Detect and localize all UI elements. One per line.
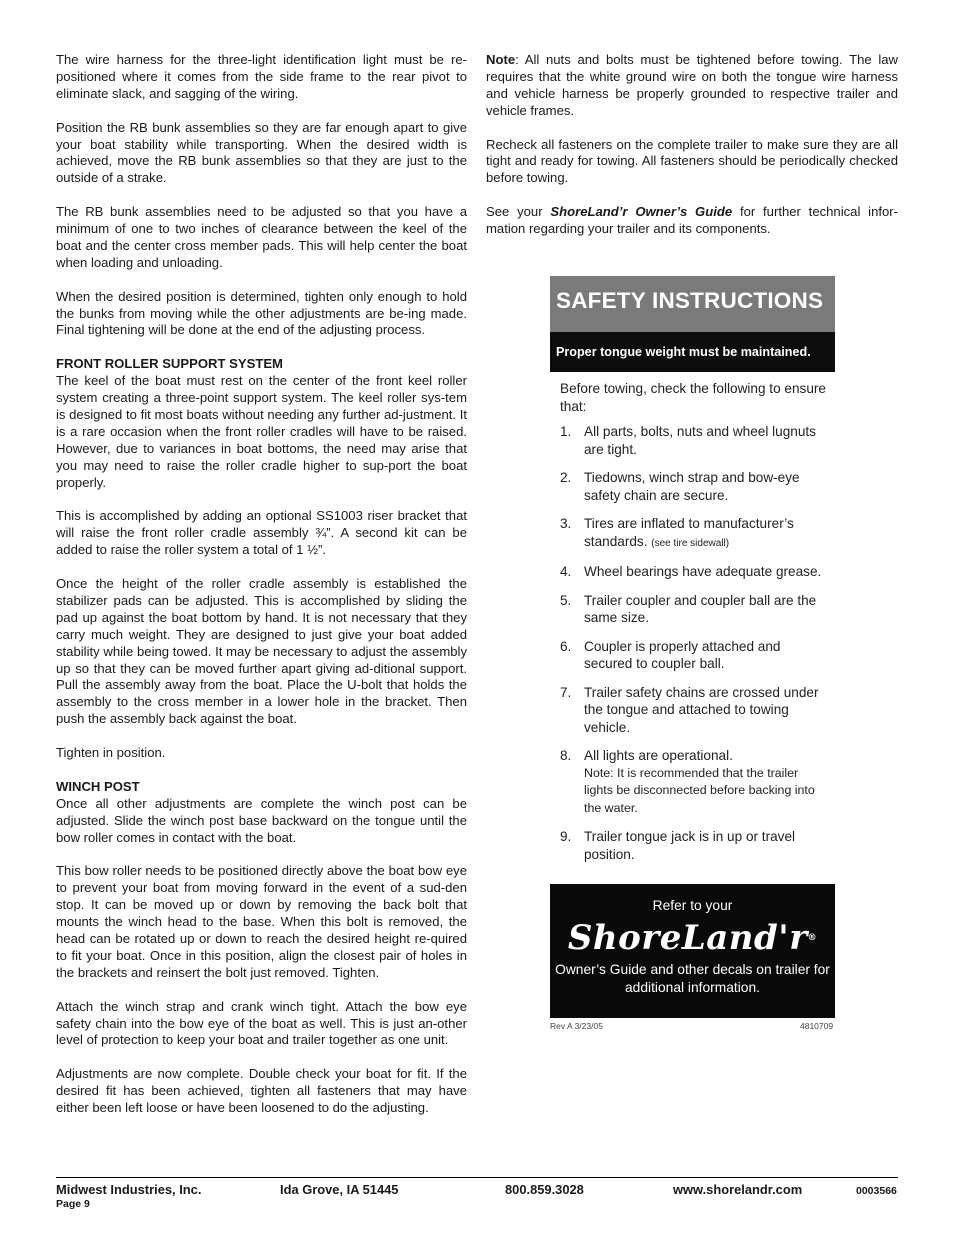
checklist-main-text: Tiedowns, winch strap and bow-eye safety chain are secure. [584,470,800,503]
checklist-item [560,423,829,458]
footer-company: Midwest Industries, Inc. [56,1182,202,1197]
guide-title: ShoreLand’r Owner’s Guide [550,204,733,220]
decal-subtitle: Proper tongue weight must be maintained. [550,332,835,372]
footer-rule [56,1177,898,1178]
checklist-text [584,828,829,863]
checklist-text [584,423,829,458]
refer-top-text: Refer to your [652,898,733,913]
decal-revision: Rev A 3/23/05 [550,1021,603,1031]
note-text: : All nuts and bolts must be tightened before towing. The law requires that the white ground wire on both the tongue wire harness and vehicle harness be properly grounded to respective trailer and vehicle frames. [486,52,898,118]
tire-sidewall-note: (see tire sidewall) [651,537,730,549]
winch-post-section [56,779,467,847]
checklist-number: 5. [560,592,572,608]
paragraph: Tighten in position. [56,745,166,761]
section-heading-winch-post: WINCH POST [56,778,140,794]
checklist-main-text: Tires are inflated to manufacturer’s standards. [584,516,794,549]
decal-body [550,372,835,863]
checklist-text [584,638,829,673]
checklist-text [584,684,829,737]
checklist-item [560,828,829,863]
footer-city: Ida Grove, IA 51445 [280,1182,399,1197]
checklist-main-text: All parts, bolts, nuts and wheel lugnuts are tight. [584,424,816,457]
front-roller-section [56,356,467,491]
checklist-item [560,638,829,673]
checklist-item [560,515,829,552]
checklist-main-text: Wheel bearings have adequate grease. [584,564,822,579]
paragraph: The wire harness for the three-light identification light must be re-positioned where it comes from the side frame to the rear pivot to eliminate slack, and sagging of the wiring. [56,52,467,101]
checklist-text [584,563,829,581]
note-paragraph [486,52,898,120]
left-column [56,52,467,1134]
lights-note: Note: It is recommended that the trailer lights be disconnected before backing into the water. [584,765,815,815]
checklist-number: 1. [560,424,572,439]
paragraph: Attach the winch strap and crank winch tight. Attach the bow eye safety chain into the bow eye of the boat as well. This is just an-other level of protection to keep your boat and trailer together as one unit. [56,998,467,1048]
shorelandr-logo [550,917,835,959]
paragraph: When the desired position is determined, tighten only enough to hold the bunks from moving while the other adjustments are be-ing made. Final tightening will be done at the end of the adjusting process. [56,288,467,338]
decal-part-number: 4810709 [800,1021,834,1031]
paragraph: Once all other adjustments are complete the winch post can be adjusted. Slide the winch post base backward on the tongue until the bow roller comes in contact with the boat. [56,795,467,845]
paragraph: This bow roller needs to be positioned directly above the boat bow eye to prevent your boat from moving forward in the event of a sud-den stop. It can be moved up or down by removing the back bolt that mounts the winch head to the base. When this bolt is removed, the head can be rotated up or down to reach the desired height re-quired to fit your boat. Once in this position, align the closest pair of holes in the brackets and reinsert the bolt just removed. Tighten. [56,863,467,980]
checklist [560,423,829,863]
checklist-item [560,747,829,817]
checklist-text [584,515,829,552]
footer-code: 0003566 [856,1185,897,1197]
paragraph: This is accomplished by adding an optional SS1003 riser bracket that will raise the front roller cradle assembly ¾”. A second kit can be added to raise the roller system a total of 1 ½”. [56,508,467,558]
checklist-main-text: Trailer coupler and coupler ball are the same size. [584,592,817,625]
checklist-text [584,747,829,817]
checklist-item [560,469,829,504]
safety-decal [550,276,835,874]
footer-phone: 800.859.3028 [505,1182,584,1197]
checklist-number: 2. [560,470,572,485]
owners-guide-paragraph [486,204,898,238]
checklist-text [584,469,829,504]
decal-header [550,276,835,332]
checklist-number: 9. [560,829,572,844]
paragraph: Once the height of the roller cradle assembly is established the stabilizer pads can be adjusted. This is accomplished by sliding the pad up against the boat bottom by hand. It is not necessary that they carry much weight. They are designed to just give your boat added stability while being towed. It may be necessary to adjust the assembly up so that they can be moved further apart giving ad-ditional support. Pull the assembly away from the boat. Place the U-bolt that holds the assembly to the cross member in a lower hole in the bracket. Then push the assembly back against the boat. [56,576,467,727]
logo-text: ShoreLand'r [567,918,808,958]
checklist-item [560,592,829,627]
checklist-number: 8. [560,748,572,763]
paragraph: Position the RB bunk assemblies so they are far enough apart to give your boat stability while transporting. When the desired width is achieved, move the RB bunk assemblies so that they are just to the outside of a strake. [56,119,467,186]
page-number: Page 9 [56,1198,90,1210]
footer-website: www.shorelandr.com [673,1182,803,1197]
paragraph: The keel of the boat must rest on the center of the front keel roller system creating a three-point support system. The keel roller sys-tem is designed to fit most boats without needing any further ad-justment. It is a rare occasion when the front roller cradles will have to be raised. However, due to variances in boat bottoms, the need may arise that you may need to raise the roller cradle higher to sup-port the boat properly. [56,373,467,490]
checklist-main-text: Coupler is properly attached and secured to coupler ball. [584,638,781,671]
paragraph: Recheck all fasteners on the complete trailer to make sure they are all tight and ready for towing. All fasteners should be periodically checked before towing. [486,136,898,186]
checklist-text [584,592,829,627]
checklist-item [560,684,829,737]
text: for further technical infor-mation regarding your trailer and its components. [486,204,898,237]
paragraph: Adjustments are now complete. Double check your boat for fit. If the desired fit has been achieved, tighten all fasteners that may have either been left loose or have been loosened to do the adjusting. [56,1066,467,1116]
text: See your [486,204,551,220]
decal-intro: Before towing, check the following to ensure that: [560,381,826,414]
section-heading-front-roller: FRONT ROLLER SUPPORT SYSTEM [56,356,283,372]
checklist-main-text: All lights are operational. [584,748,733,763]
checklist-number: 6. [560,638,572,654]
note-label: Note [486,52,516,67]
checklist-main-text: Trailer safety chains are crossed under the tongue and attached to towing vehicle. [584,684,819,735]
decal-title: SAFETY INSTRUCTIONS [556,288,824,313]
registered-mark: ® [807,933,818,943]
right-column [486,52,898,255]
checklist-item [560,563,829,581]
checklist-number: 4. [560,564,572,579]
checklist-number: 3. [560,516,572,531]
checklist-main-text: Trailer tongue jack is in up or travel position. [584,829,796,862]
paragraph: The RB bunk assemblies need to be adjusted so that you have a minimum of one to two inches of clearance between the keel of the boat and the center cross member pads. This will help center the boat when loading and unloading. [56,204,467,270]
checklist-number: 7. [560,684,572,700]
refer-bottom-text: Owner’s Guide and other decals on trailer for additional information. [555,962,830,995]
refer-panel [550,884,835,1018]
